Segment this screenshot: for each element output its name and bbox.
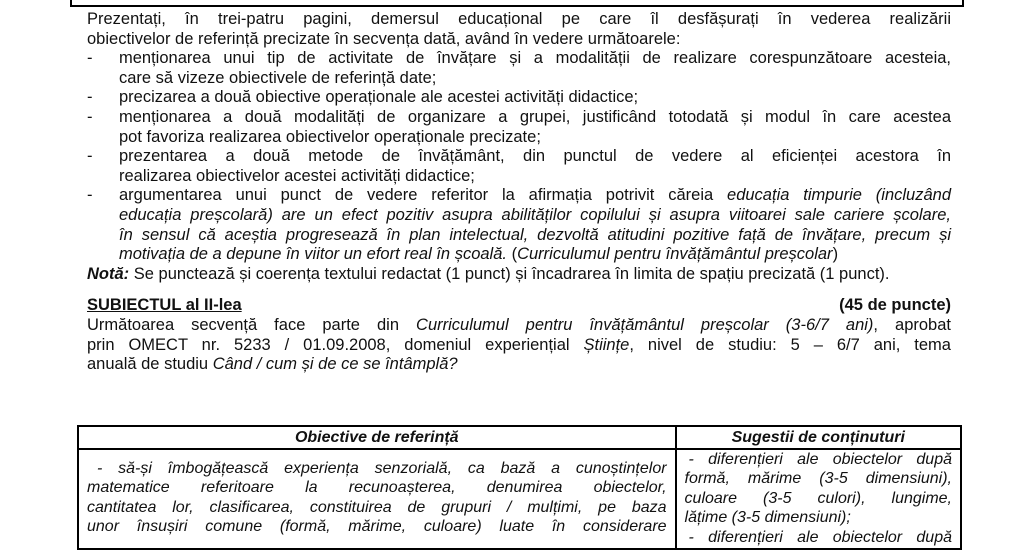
argument-text: argumentarea unui punct de vedere referitor la afirmația potrivit căreia: [119, 186, 728, 205]
subject2-title: SUBIECTUL al II-lea: [87, 296, 242, 315]
argument-quote: educația preșcolară) are un efect pozitiv asupra abilităților copilului și asupra viitoarei sale cariere școlare,: [119, 205, 951, 224]
argument-text: ): [832, 245, 839, 264]
argument-line: [119, 245, 951, 265]
cell-line: culoare (3-5 culori), lungime,: [684, 489, 952, 507]
list-item-line: realizarea obiectivelor acestei activități didactice;: [119, 166, 475, 185]
subject2-paragraph-line: [87, 336, 951, 356]
paragraph-text: anuală de studiu: [87, 355, 213, 374]
cell-line: cantitatea lor, clasificarea, constituirea de grupuri / mulțimi, pe baza: [87, 498, 667, 516]
annual-theme: Când / cum și de ce se întâmplă?: [212, 355, 458, 374]
list-item: [87, 88, 951, 108]
bullet-dash: -: [87, 107, 93, 126]
list-item: [87, 108, 951, 147]
intro-line: Prezentați, în trei-patru pagini, demersul educațional pe care îl desfășurați în vederea realizării: [87, 10, 951, 28]
list-item-line: menționarea a două modalități de organizare a grupei, justificând totodată și modul în care acestea: [119, 107, 951, 126]
table-header: Obiective de referință: [78, 426, 676, 449]
paragraph-text: , aprobat: [873, 315, 951, 334]
cell-line: - să-și îmbogățească experiența senzorială, ca bază a cunoștințelor: [97, 459, 667, 477]
cell-line: formă, mărime (3-5 dimensiuni),: [684, 470, 952, 488]
note-label: Notă:: [87, 264, 130, 283]
domain-name: Științe: [583, 335, 630, 354]
list-item-line: menționarea unui tip de activitate de învățare și a modalității de realizare corespunzătoare acesteia,: [119, 49, 951, 68]
note-text: Se punctează și coerența textului redactat (1 punct) și încadrarea în limita de spațiu precizată (1 punct).: [129, 264, 890, 283]
argument-text: (: [506, 245, 518, 264]
paragraph-text: Următoarea secvență face parte din: [87, 315, 417, 334]
argument-quote: în sensul că aceștia progresează în plan intelectual, dezvoltă atitudini pozitive față de învățare, precum și: [119, 225, 951, 244]
table-header-row: [78, 426, 961, 449]
subject1-content: [87, 10, 951, 375]
subject2-heading: [87, 296, 951, 316]
list-item: [87, 49, 951, 88]
cell-line: - diferențieri ale obiectelor după: [688, 528, 952, 546]
list-item-line: precizarea a două obiective operaționale ale acestei activități didactice;: [119, 88, 639, 107]
paragraph-text: prin OMECT nr. 5233 / 01.09.2008, domeniul experiențial: [87, 335, 584, 354]
note: [87, 265, 951, 285]
cell-line: unor însușiri comune (formă, mărime, culoare) luate în considerare: [87, 518, 667, 536]
table-header: Sugestii de conținuturi: [676, 426, 961, 449]
subject2-paragraph-line: [87, 316, 951, 336]
list-item-argument: [87, 186, 951, 264]
bullet-dash: -: [87, 88, 93, 107]
subject2-points: (45 de puncte): [839, 296, 951, 315]
bullet-dash: -: [87, 147, 93, 166]
argument-line: [119, 186, 951, 206]
table-cell-objectives: [78, 449, 676, 549]
cell-line: lățime (3-5 dimensiuni);: [684, 509, 851, 527]
source-citation: Curriculumul pentru învățământul preșcolar: [517, 245, 833, 264]
paragraph-text: , nivel de studiu: 5 – 6/7 ani, tema: [629, 335, 951, 354]
list-item-line: prezentarea a două metode de învățământ, din punctul de vedere al eficienței acestora în: [119, 147, 951, 166]
subject1-frame: [70, 0, 964, 7]
table-row: [78, 449, 961, 549]
bullet-dash: -: [87, 186, 93, 205]
list-item-line: care să vizeze obiectivele de referință date;: [119, 68, 437, 87]
objectives-table: [77, 425, 962, 550]
argument-quote: educația timpurie (incluzând: [727, 186, 951, 205]
argument-quote: motivația de a depune în viitor un efort real în școală.: [119, 245, 507, 264]
list-item-line: pot favoriza realizarea obiectivelor operaționale precizate;: [119, 127, 541, 146]
intro-line: obiectivelor de referință precizate în secvența dată, având în vedere următoarele:: [87, 29, 681, 48]
list-item: [87, 147, 951, 186]
subject2-paragraph-line: [87, 355, 951, 375]
cell-line: - diferențieri ale obiectelor după: [688, 450, 952, 468]
bullet-dash: -: [87, 49, 93, 68]
curriculum-title: Curriculumul pentru învățământul preșcolar (3-6/7 ani): [416, 315, 874, 334]
cell-line: matematice referitoare la recunoașterea, denumirea obiectelor,: [87, 479, 667, 497]
table-cell-contents: [676, 449, 961, 549]
